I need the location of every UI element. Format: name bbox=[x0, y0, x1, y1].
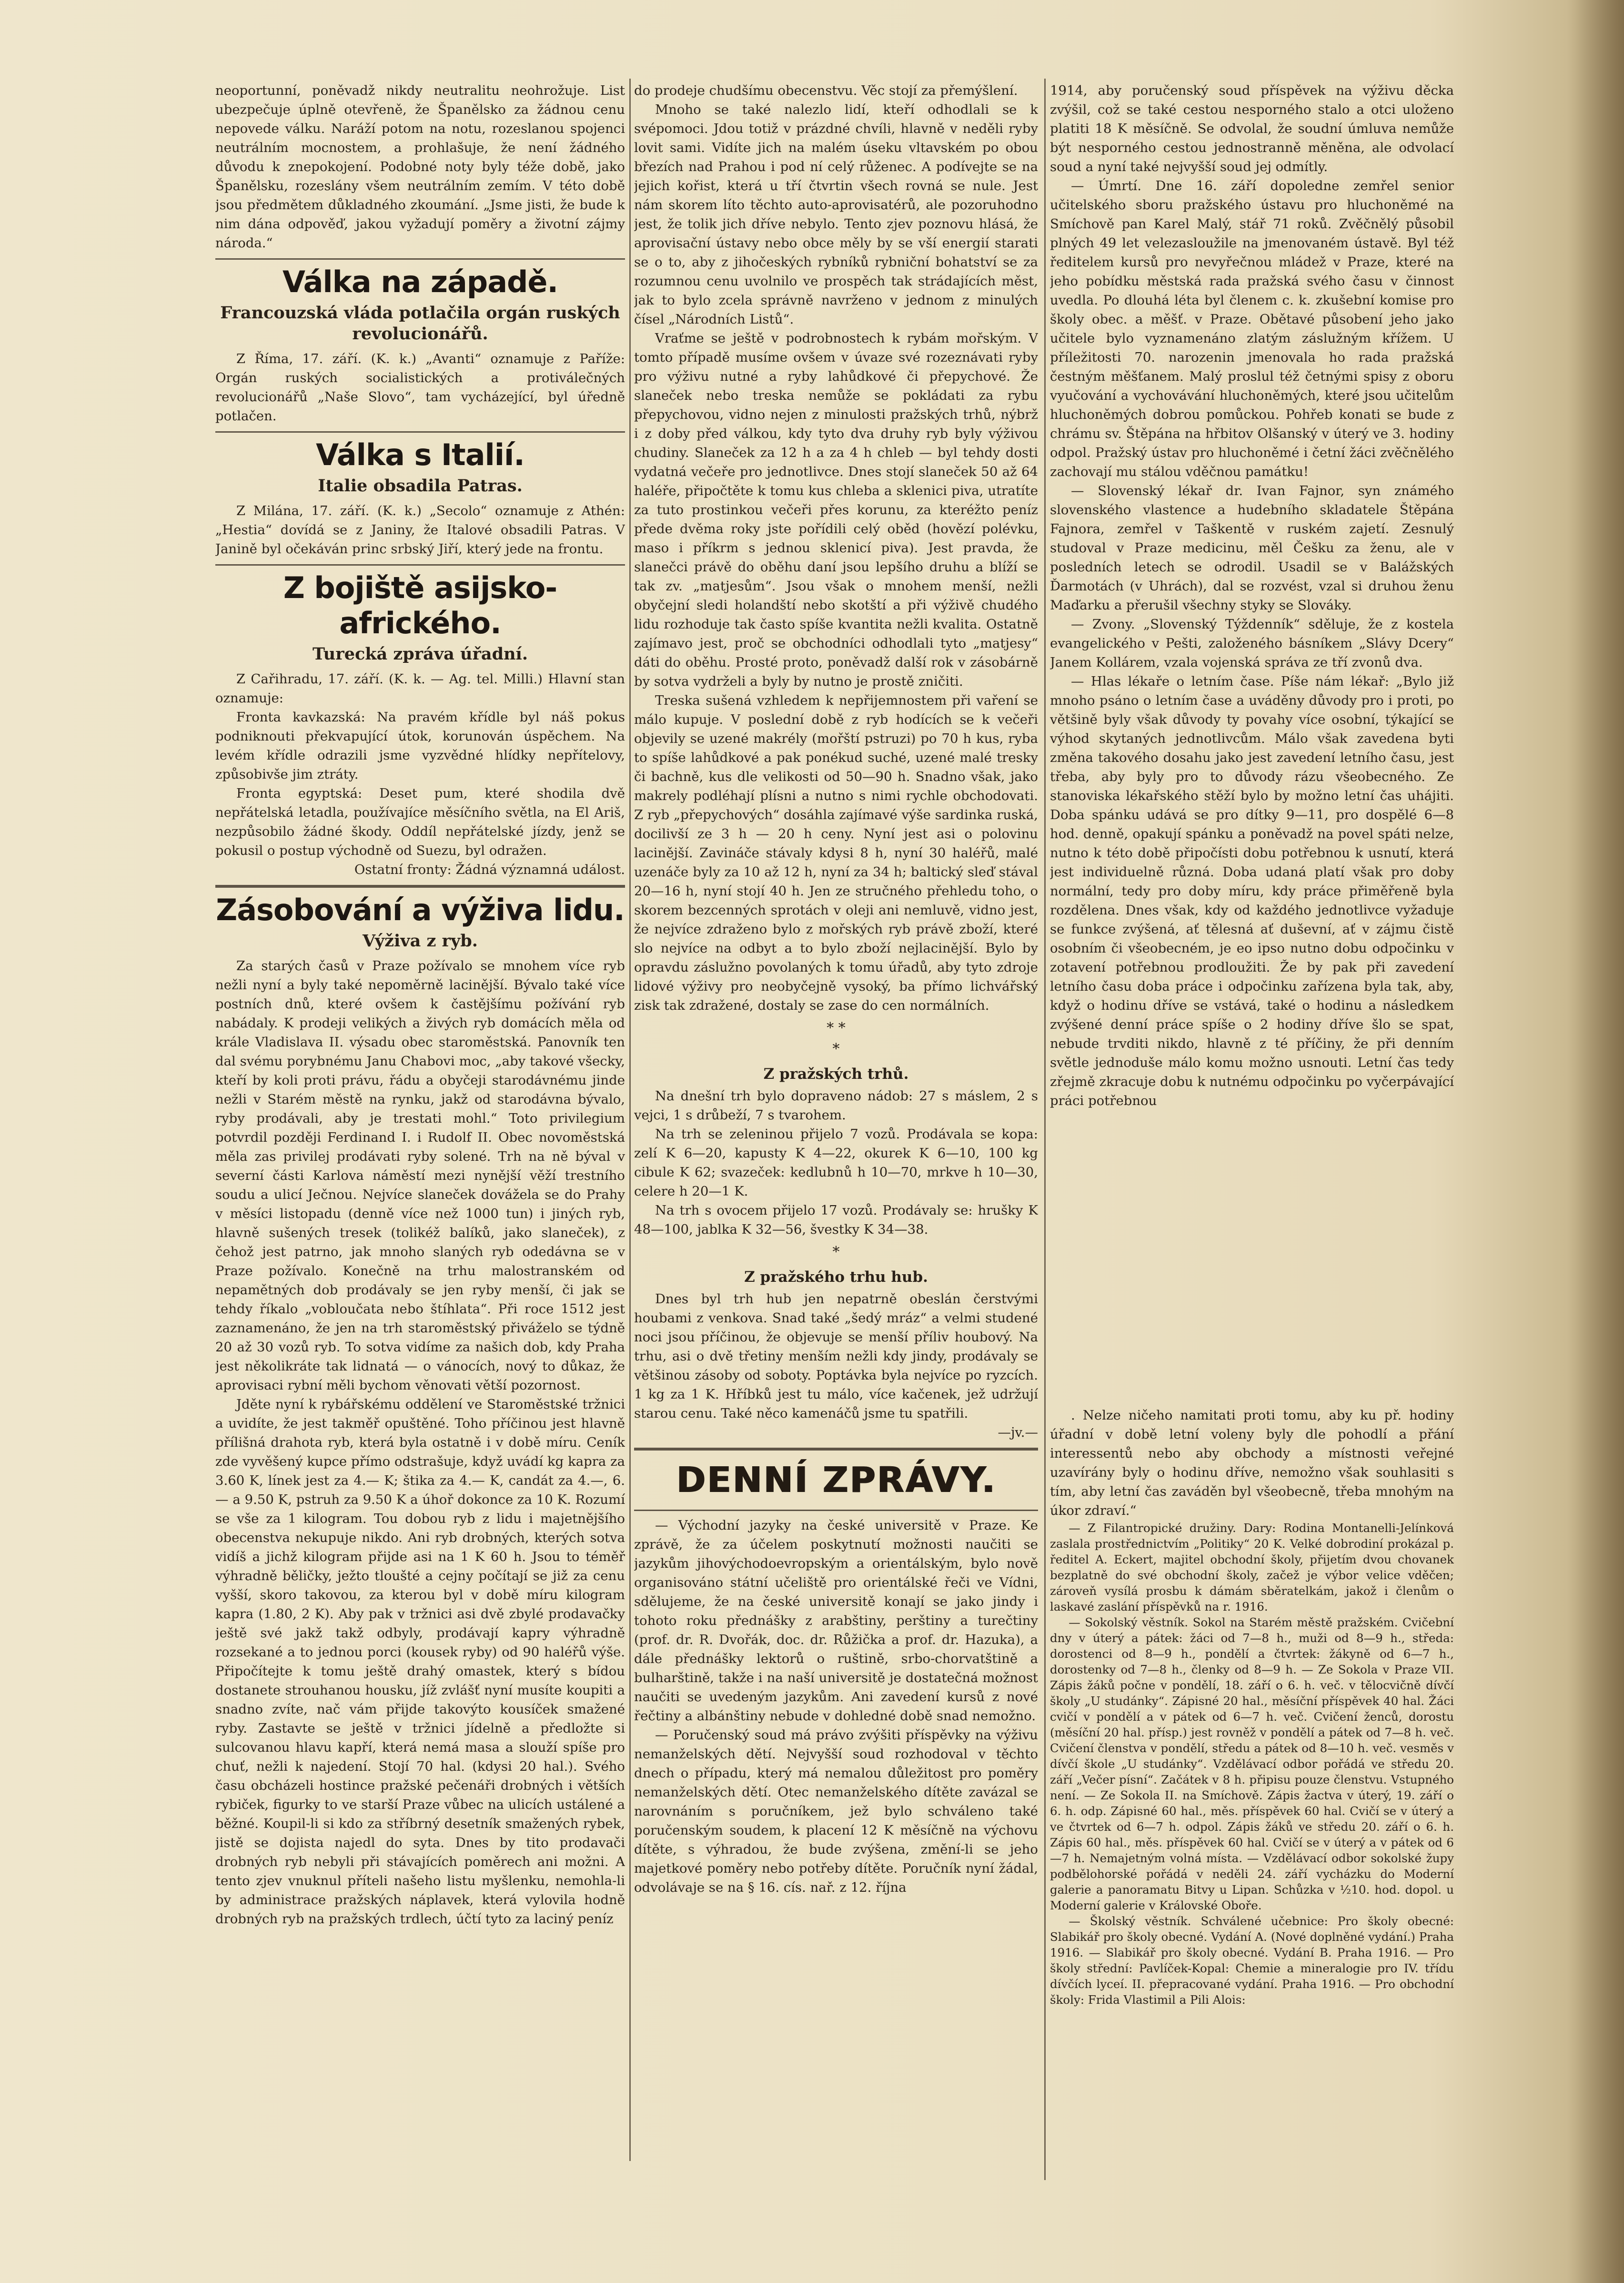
article-body: — Z Filantropické družiny. Dary: Rodina Montanelli-Jelínková zaslala prostřednictvím „Politiky“ 20 K. Velké dobrodiní prokázal p. ředitel A. Eckert, majitel obchodní školy, přijetím dvou chovanek bezplatně do své obchodní školy, začež je výbor velice vděčen; zároveň vysílá prosbu k dámám sběratelkám, jakož i členům o laskavé zaslání příspěvků na r. 1916. bbox=[1050, 1521, 1454, 1613]
section-heading-bojiste: Z bojiště asijsko-afrického. bbox=[283, 570, 557, 640]
article-body: Za starých časů v Praze požívalo se mnohem více ryb nežli nyní a byly také nepoměrně lacinější. Bývalo také více postních dnů, které ovšem k častějšímu požívání ryb nabádaly. K prodeji velikých a živých ryb domácích měla od krále Vladislava II. výsadu obec staroměstská. Panovník ten dal svému porybnému Janu Chabovi moc, „aby takové všecky, kteří by koli proti právu, řádu a obyčeji starodávnému jinde nežli v Starém městě na rynku, jakž od starodávna bývalo, ryby prodávali, aby je trestati mohl.“ Toto privilegium potvrdil později Ferdinand I. i Rudolf II. Obec novoměstská měla zas privilej prodávati ryby solené. Trh na ně býval v severní části Karlova náměstí mezi nynější věží trestního soudu a ulicí Ječnou. Nejvíce slaneček dovážela se do Prahy v měsíci listopadu (denně více než 1000 tun) i jiných ryb, hlavně sušených tresek (tolikéž balíků, jako slaneček), z čehož jest patrno, jak mnoho slaných ryb odedávna se v Praze požívalo. Konečně na trhu malostranském od nepamětných dob prodávaly se jen ryby menší, či jak se tehdy říkalo „vobloučata nebo štíhlata“. Při roce 1512 jest zaznamenáno, že jen na trh staroměstský přiváželo se týdně 20 až 30 vozů ryb. To sotva vidíme za našich dob, kdy Praha jest několikráte tak lidnatá — o vánocích, nový to důkaz, že aprovisaci rybní měli bychom věnovati větší pozornost. bbox=[215, 958, 625, 1393]
article-body: — Poručenský soud má právo zvýšiti příspěvky na výživu nemanželských dětí. Nejvyšší soud rozhodoval v těchto dnech o případu, který má nemalou důležitost pro poměry nemanželských dětí. Otec nemanželského dítěte zavázal se narovnáním s poručníkem, jež bylo schváleno také poručenským soudem, k placení 12 K měsíčně na výchovu dítěte, s výhradou, že bude zvýšena, změní-li se jeho majetkové poměry nebo potřeby dítěte. Poručník nyní žádal, odvolávaje se na § 16. cís. nař. z 12. října bbox=[634, 1727, 1038, 1895]
column-3 bbox=[1050, 81, 1454, 2182]
article-body: Mnoho se také nalezlo lidí, kteří odhodlali se k svépomoci. Jdou totiž v prázdné chvíli, hlavně v neděli ryby lovit sami. Vidíte jich na malém úseku vltavském po obou březích nad Prahou i pod ní celý růženec. A podívejte se na jejich kořist, která u tří čtvrtin všech rovná se nule. Jest nám skorem líto těchto auto-aprovisatérů, ale pozoruhodno jest, že tolik jich dříve nebylo. Tento zjev poznovu hlásá, že aprovisační ústavy nebo obce měly by se vší energií starati se o to, aby z jihočeských rybníků rybniční bohatství se za rozumnou cenu uvolnilo ve prospěch tak strádajících měst, jak to bylo zcela správně navrženo v jednom z minulých čísel „Národních Listů“. bbox=[634, 102, 1038, 327]
section-divider bbox=[215, 431, 625, 433]
section-divider bbox=[215, 258, 625, 260]
section-divider bbox=[634, 1510, 1038, 1511]
article-headline: Turecká zpráva úřadní. bbox=[312, 644, 528, 664]
article-body: Ostatní fronty: Žádná významná událost. bbox=[354, 862, 625, 877]
column-2 bbox=[634, 81, 1038, 2163]
article-body: Fronta egyptská: Deset pum, které shodila dvě nepřátelská letadla, používajíce měsíčního světla, na El Ariš, nezpůsobilo žádné škody. Oddíl nepřátelské jízdy, jenž se pokusil o postup východně od Suezu, byl odražen. bbox=[215, 786, 625, 858]
article-body: Na dnešní trh bylo dopraveno nádob: 27 s máslem, 2 s vejci, 1 s drůbeží, 7 s tvarohem. bbox=[634, 1088, 1038, 1123]
article-signature: —jv.— bbox=[998, 1425, 1038, 1440]
article-body: — Hlas lékaře o letním čase. Píše nám lékař: „Bylo již mnoho psáno o letním čase a uváděny důvody pro i proti, po většině byly však důvody ty povahy více osobní, týkající se výhod skytaných jednotlivcům. Málo však zavedena byti změna takového dosahu jako jest zavedení letního času, jest třeba, aby byly pro to důvody rázu všeobecného. Ze stanoviska lékařského stěží bylo by možno letní čas uhájiti. Doba spánku udává se pro dítky 9—11, pro dospělé 6—8 hod. denně, opakují spánku a poněvadž na povel spáti nelze, nutno k této době připočísti dobu potřebnou k usnutí, která jest individuelně různá. Doba udaná platí však pro doby normální, tedy pro doby míru, kdy práce přiměřeně byla rozdělena. Dnes však, kdy od každého jednotlivce vyžaduje se funkce zvýšená, ať tělesná ať duševní, ať v zájmu čistě osobním či všeobecném, je eo ipso nutno dobu odpočinku v zotavení potřebnou prodloužiti. Že by pak při zavedení letního času doba práce i odpočinku zařízena byla tak, aby, když o hodinu dříve se vstává, také o hodinu a následkem zvýšené denní práce spíše o 2 hodiny dříve šlo se spat, nebude trvditi nikdo, hlavně z té příčiny, že při denním světle jednoduše málo komu možno usnouti. Letní čas tedy zřejmě zkracuje dobu k nutnému odpočinku po vyčerpávající práci potřebnou bbox=[1050, 674, 1454, 1108]
article-headline: Z pražských trhů. bbox=[763, 1065, 909, 1083]
article-body: — Školský věstník. Schválené učebnice: Pro školy obecné: Slabikář pro školy obecné. Vydání A. (Nové doplněné vydání.) Praha 1916. — Slabikář pro školy obecné. Vydání B. Praha 1916. — Pro školy střední: Pavlíček-Kopal: Chemie a mineralogie pro IV. třídu dívčích lyceí. II. přepracované vydání. Praha 1916. — Pro obchodní školy: Frida Vlastimil a Pili Alois: bbox=[1050, 1914, 1454, 2007]
article-body: Z Cařihradu, 17. září. (K. k. — Ag. tel. Milli.) Hlavní stan oznamuje: bbox=[215, 671, 625, 706]
article-headline: Italie obsadila Patras. bbox=[318, 476, 523, 496]
article-body: — Sokolský věstník. Sokol na Starém městě pražském. Cvičební dny v úterý a pátek: žáci od 7—8 h., muži od 8—9 h., středa: dorostenci od 8—9 h., pondělí a čtvrtek: žákyně od 6—7 h., dorostenky od 7—8 h., členky od 8—9 h. — Ze Sokola v Praze VII. Zápis žáků počne v pondělí, 18. září o 6. h. več. v tělocvičně dívčí školy „U studánky“. Zápisné 20 hal., měsíční příspěvek 40 hal. Žáci cvičí v pondělí a v pátek od 6—7 h. več. Cvičení ženců, dorostu (měsíční 20 hal. přísp.) jest rovněž v pondělí a pátek od 7—8 h. več. Cvičení členstva v pondělí, středu a pátek od 8—10 h. več. vesměs v dívčí škole „U studánky“. Vzdělávací odbor pořádá ve středu 20. září „Večer písní“. Začátek v 8 h. připisu pouze členstvu. Vstupného není. — Ze Sokola II. na Smíchově. Zápis žactva v úterý, 19. září o 6. h. odp. Zápisné 60 hal., měs. příspěvek 60 hal. Cvičí se v úterý a ve čtvrtek od 6—7 h. odpol. Zápis žáků ve středu 20. září o 6. h. Zápis 60 hal., měs. příspěvek 60 hal. Cvičí se v úterý a v pátek od 6—7 h. Nemajetným volná místa. — Vzdělávací odbor sokolské župy podbělohorské pořádá v neděli 24. září vycházku do Moderní galerie a panoramatu Bitvy u Lipan. Schůzka v ½10. hod. dopol. u Moderní galerie v Královské Oboře. bbox=[1050, 1615, 1454, 1912]
section-heading-denni-zpravy: DENNÍ ZPRÁVY. bbox=[676, 1460, 996, 1501]
article-continuation: do prodeje chudšímu obecenstvu. Věc stojí za přemýšlení. bbox=[634, 83, 1018, 98]
column-1 bbox=[215, 81, 625, 2211]
article-body: — Úmrtí. Dne 16. září dopoledne zemřel senior učitelského sboru pražského ústavu pro hluchoněmé na Smíchově pan Karel Malý, stář 71 roků. Zvěčnělý působil plných 49 let velezasloužile na jmenovaném ústavě. Byl též ředitelem kursů pro nevyřečnou mládež v Praze, které na jeho pobídku městská rada pražská svého času v činnost uvedla. Po dlouhá léta byl členem c. k. zkušební komise pro školy obec. a měšť. v Praze. Obětavé působení jeho jako učitele bylo vyznamenáno zlatým záslužným křížem. U příležitosti 70. narozenin jmenovala ho rada pražská čestným měšťanem. Malý proslul též četnými spisy z oboru vyučování a vychovávání hluchoněmých, které jsou učitelům hluchoněmých dobrou pomůckou. Pohřeb konati se bude z chrámu sv. Štěpána na hřbitov Olšanský v úterý ve 3. hodiny odpol. Pražský ústav pro hluchoněmé i četní žáci zvěčnělého zachovají mu stálou vděčnou památku! bbox=[1050, 178, 1454, 479]
article-headline: Výživa z ryb. bbox=[363, 931, 478, 951]
article-headline: Francouzská vláda potlačila orgán ruských revolucionářů. bbox=[220, 303, 620, 344]
article-body: Vraťme se ještě v podrobnostech k rybám mořským. V tomto případě musíme ovšem v úvaze své rozeznávati ryby pro výživu nutné a ryby lahůdkové či přepychové. Že slaneček nebo treska nemůže se pokládati za rybu přepychovou, vidno nejen z minulosti pražských trhů, nýbrž i z doby před válkou, kdy tyto dva druhy ryb byly výživou chudiny. Slaneček za 12 h a za 4 h chleb — byl tehdy dosti vydatná večeře pro jednotlivce. Dnes stojí slaneček 50 až 64 haléře, připočtěte k tomu kus chleba a sklenici piva, utratíte za tuto prostinkou večeři přes korunu, za kteréžto peníz přede dvěma roky jste pořídili celý oběd (hovězí polévku, maso i příkrm s jednou sklenicí piva). Jest pravda, že slanečci právě do oběhu daní jsou lepšího druhu a blíží se tak zv. „matjesům“. Jsou však o mnohem menší, nežli obyčejní sledi holandští nebo skotští a při výživě chudého lidu rozhoduje tak často spíše kvantita nežli kvalita. Ostatně zajímavo jest, proč se obchodníci odhodlali tyto „matjesy“ dáti do oběhu. Prosté proto, poněvadž další rok v zásobárně by sotva vydrželi a byly by nutno je prostě zničiti. bbox=[634, 331, 1038, 689]
separator-star: * bbox=[832, 1244, 840, 1260]
separator-stars: * * * bbox=[827, 1020, 846, 1057]
section-divider bbox=[215, 564, 625, 566]
article-body: — Zvony. „Slovenský Týždenník“ sděluje, že z kostela evangelického v Pešti, založeného básníkem „Slávy Dcery“ Janem Kollárem, vzala vojenská správa ze tří zvonů dva. bbox=[1050, 617, 1454, 670]
article-body: Na trh s ovocem přijelo 17 vozů. Prodávaly se: hrušky K 48—100, jablka K 32—56, švestky K 34—38. bbox=[634, 1203, 1038, 1237]
article-headline: Z pražského trhu hub. bbox=[744, 1268, 928, 1286]
article-body: . Nelze ničeho namitati proti tomu, aby ku př. hodiny úřadní v době letní voleny byly dle pohodlí a přání interessentů nebo aby obchody a místnosti veřejné uzavírány byly o hodinu dříve, nemožno však souhlasiti s tím, aby letní čas zaváděn byl všeobecně, třeba mnohým na úkor zdraví.“ bbox=[1050, 1408, 1454, 1518]
article-body: Jděte nyní k rybářskému oddělení ve Staroměstské tržnici a uvidíte, že jest takměř opuštěné. Toho příčinou jest hlavně přílišná drahota ryb, která byla ostatně i v době míru. Ceník zde vyvěšený kupce přímo odstrašuje, když uvádí kg kapra za 3.60 K, línek jest za 4.— K; štika za 4.— K, candát za 4.—, 6.— a 9.50 K, pstruh za 9.50 K a úhoř dokonce za 10 K. Rozumí se vše za 1 kilogram. Tou dobou ryb z lidu i majetnějšího obecenstva nekupuje nikdo. Ani ryb drobných, kterých sotva vidíš a jichž kilogram přijde asi na 1 K 60 h. Jsou to téměř výhradně běličky, ježto tloušté a cejny počítají se již za cenu vyšší, skoro takovou, za kterou byl v době míru kilogram kapra (1.80, 2 K). Aby pak v tržnici asi dvě zbylé prodavačky ještě své jakž takž odbyly, prodávají kapry výhradně rozsekané a to jednou porci (kousek ryby) od 90 haléřů výše. Připočítejte k tomu ještě drahý omastek, který s bídou dostanete strouhanou housku, jíž zvlášť nyní musíte koupiti a snadno zvíte, nač vám přijde takovýto kousíček smažené ryby. Zastavte se ještě v tržnici jídelně a předložte si sulcovanou hlavu kapří, která nemá masa a slouží spíše pro chuť, nežli k najedení. Stojí 70 hal. (kdysi 20 hal.). Svého času obcházeli hostince pražské pečenáři drobných i větších rybiček, figurky to ve starší Praze vůbec na ulicích ustálené a běžné. Koupil-li si kdo za stříbrný desetník smažených rybek, jistě se dojista najedl do syta. Dnes by tito prodavači drobných ryb nebyli při stávajících poměrech ani možni. A tento zjev vnuknul příteli našeho listu myšlenku, nemohla-li by administrace pražských náplavek, která vylovila hodně drobných ryb na pražských trdlech, účtí tyto za laciný peníz bbox=[215, 1397, 625, 1927]
column-rule-2 bbox=[1044, 79, 1046, 2180]
article-body: — Slovenský lékař dr. Ivan Fajnor, syn známého slovenského vlastence a hudebního skladatele Štěpána Fajnora, zemřel v Taškentě v ruském zajetí. Zesnulý studoval v Praze medicinu, měl Češku za ženu, ale v posledních letech se odrodil. Usadil se v Balážských Ďarmotách (v Uhrách), dal se rozvést, vzal si druhou ženu Maďarku a přerušil všechny styky se Slováky. bbox=[1050, 483, 1454, 613]
section-heading-zasobovani: Zásobování a výživa lidu. bbox=[216, 893, 625, 927]
column-rule-1 bbox=[629, 79, 631, 2161]
article-body: Z Říma, 17. září. (K. k.) „Avanti“ oznamuje z Paříže: Orgán ruských socialistických a protiválečných revolucionářů „Naše Slovo“, tam vycházející, byl úředně potlačen. bbox=[215, 351, 625, 424]
page-edge-shadow bbox=[1567, 0, 1624, 2283]
article-body: — Východní jazyky na české universitě v Praze. Ke zprávě, že za účelem poskytnutí možnosti naučiti se jazykům jihovýchodoevropským a orientálským, bylo nově organisováno státní učeliště pro orientálské řeči ve Vídni, sdělujeme, že na české universitě konají se jako jindy i tohoto roku přednášky z arabštiny, perštiny a turečtiny (prof. dr. R. Dvořák, doc. dr. Růžička a prof. dr. Hazuka), a dále přednášky lektorů o ruštině, srbo-chorvatštině a bulharštině, takže i na naší universitě je dostatečná možnost naučiti se uvedeným jazykům. Ani zavedení kursů z nové řečtiny a albánštiny nebude v dohledné době snad nemožno. bbox=[634, 1518, 1038, 1724]
article-body: Treska sušená vzhledem k nepřijemnostem při vaření se málo kupuje. V poslední době z ryb hodících se k večeři objevily se uzené makrély (mořští pstruzi) po 70 h kus, ryba to spíše lahůdkové a pak ponékud suché, uzené malé tresky či bachně, kus dle velikosti od 50—90 h. Snadno však, jako makrely podléhají plísni a nutno s nimi rychle obchodovati. Z ryb „přepychových“ dosáhla zajímavé výše sardinka ruská, docilivší ze 3 h — 20 h ceny. Nyní jest asi o polovinu lacinější. Zavináče stávaly kdysi 8 h, nyní 30 haléřů, malé uzenáče byly za 10 až 12 h, nyní za 34 h; baltický sleď stával 20—16 h, nyní stojí 40 h. Jen ze stručného přehledu toho, o skorem bezcenných sprotách v oleji ani nemluvě, vidno jest, že nejvíce zdraženo bylo z mořských ryb právě zboží, které slo nejvíce na odbyt a to bylo zboží nejlacinější. Bylo by opravdu záslužno povolaných k tomu úřadů, aby tyto zdroje lidové výživy pro neobyčejně vysoký, ba přímo lichvářský zisk tak zdražené, dostaly se zase do cen normálních. bbox=[634, 693, 1038, 1013]
article-continuation: 1914, aby poručenský soud příspěvek na výživu děcka zvýšil, což se také cestou nesporného stalo a otci uloženo platiti 18 K měsíčně. Se odvolal, že soudní úmluva nemůže být nesporného cestou jednostranně měněna, ale odvolací soud a nyní také nejvyšší soud jej odmítly. bbox=[1050, 83, 1454, 174]
article-body: Fronta kavkazská: Na pravém křídle byl náš pokus podniknouti překvapující útok, korunován úspěchem. Na levém křídle odrazili jsme vyzvědné hlídky nepřítelovy, způsobivše jim ztráty. bbox=[215, 710, 625, 782]
article-body: Na trh se zeleninou přijelo 7 vozů. Prodávala se kopa: zelí K 6—20, kapusty K 4—22, okurek K 6—10, 100 kg cibule K 62; svazeček: kedlubnů h 10—70, mrkve h 10—30, celere h 20—1 K. bbox=[634, 1126, 1038, 1199]
section-divider bbox=[215, 885, 625, 888]
article-continuation: neoportunní, poněvadž nikdy neutralitu neohrožuje. List ubezpečuje úplně otevřeně, že Španělsko za žádnou cenu nepovede válku. Naráží potom na notu, rozeslanou spojenci neutrálním mocnostem, a prohlašuje, že není žádného důvodu k znepokojení. Podobné noty byly téže době, jako Španělsku, rozeslány všem neutrálním zemím. V této době jsou předmětem důkladného zkoumání. „Jsme jisti, že bude k nim dána odpověď, jakou vyžadují poměry a životní zájmy národa.“ bbox=[215, 83, 625, 251]
article-body: Dnes byl trh hub jen nepatrně obeslán čerstvými houbami z venkova. Snad také „šedý mráz“ a velmi studené noci jsou příčinou, že objevuje se menší příliv houbový. Na trhu, asi o dvě třetiny menším nežli kdy jindy, prodávaly se většinou zásoby od soboty. Poptávka byla nejvíce po ryzcích. 1 kg za 1 K. Hříbků jest tu málo, více kačenek, jež udržují starou cenu. Také něco kamenáčů jsme tu spatřili. bbox=[634, 1291, 1038, 1421]
section-heading-zapad: Válka na západě. bbox=[282, 264, 558, 299]
article-body: Z Milána, 17. září. (K. k.) „Secolo“ oznamuje z Athén: „Hestia“ dovídá se z Janiny, že Italové obsadili Patras. V Janině byl očekáván princ srbský Jiří, který jede na frontu. bbox=[215, 503, 625, 557]
blank-area bbox=[1050, 1110, 1454, 1406]
section-divider bbox=[634, 1448, 1038, 1451]
section-heading-italie: Válka s Italií. bbox=[316, 437, 525, 472]
